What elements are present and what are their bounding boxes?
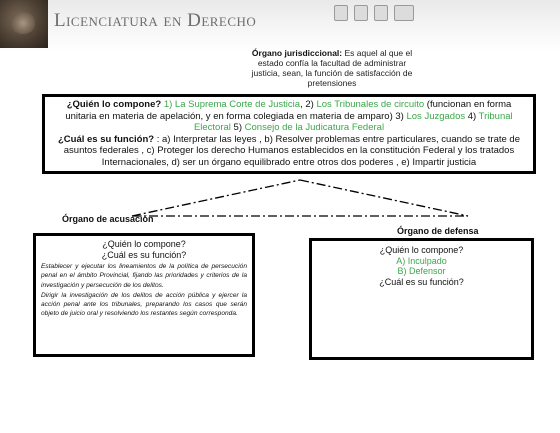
item-num-4: 4) bbox=[467, 110, 477, 122]
item-after-2: (funcionan en forma unitaria en materia de apelación, y en forma colegiada en materia de amparo) bbox=[65, 99, 512, 122]
acusacion-box bbox=[33, 233, 255, 357]
label-organo-acusacion: Órgano de acusación bbox=[62, 214, 154, 224]
defensa-item-defensor: B) Defensor bbox=[397, 266, 446, 276]
label-organo-defensa: Órgano de defensa bbox=[397, 226, 479, 236]
item-num-2: 2) bbox=[305, 99, 314, 110]
main-funcion-text: : a) Interpretar las leyes , b) Resolver problemas entre particulares, cuando se trate de asuntos federales , c) Proteger los derecho Humanos establecidos en la constitución Federal y los tratados Internacionales, d) ser un órgano equilibrado entre otros dos poderes , e) Impartir justicia bbox=[63, 133, 520, 168]
item-num-5: 5) bbox=[233, 122, 242, 133]
item-suprema-corte: La Suprema Corte de Justicia bbox=[174, 99, 301, 110]
acusacion-paragraph-1: Establecer y ejecutar los lineamientos de la política de persecución penal en el ámbito Provincial, fijando las prioridades y criterios de la investigación y persecución de los delitos. bbox=[41, 263, 247, 289]
item-tribunal-electoral: Tribunal Electoral bbox=[193, 110, 513, 133]
item-consejo-judicatura: Consejo de la Judicatura Federal bbox=[244, 122, 385, 133]
defensa-box bbox=[309, 238, 534, 360]
connector-right-upper bbox=[300, 180, 468, 216]
item-juzgados: Los Juzgados bbox=[406, 110, 466, 122]
acusacion-question-funcion: ¿Cuál es su función? bbox=[101, 250, 187, 260]
item-after-1: , bbox=[300, 99, 303, 110]
acusacion-paragraph-2: Dirigir la investigación de los delitos de acción pública y ejercer la acción penal ante los tribunales, preparando los casos que serán objeto de juicio oral y resolviendo los restantes según corresponda. bbox=[41, 291, 247, 318]
defensa-question-compone: ¿Quién lo compone? bbox=[379, 245, 464, 255]
organo-definition-text: Es aquel al que el estado confía la facultad de administrar justicia, sean, la función de satisfacción de pretensiones bbox=[251, 48, 413, 88]
organo-term: Órgano jurisdiccional: bbox=[251, 48, 343, 58]
item-num-1: 1) bbox=[163, 99, 173, 110]
defensa-item-inculpado: A) Inculpado bbox=[396, 255, 447, 266]
connector-left-upper bbox=[132, 180, 300, 216]
acusacion-question-compone: ¿Quién lo compone? bbox=[102, 239, 186, 249]
main-question-funcion: ¿Cuál es su función? bbox=[58, 133, 155, 145]
page-title: Licenciatura en Derecho bbox=[54, 10, 257, 31]
item-num-3: 3) bbox=[395, 110, 404, 122]
item-tribunales-circuito: Los Tribunales de circuito bbox=[316, 99, 425, 110]
main-question-compone: ¿Quién lo compone? bbox=[66, 99, 162, 110]
defensa-question-funcion: ¿Cuál es su función? bbox=[379, 276, 464, 287]
